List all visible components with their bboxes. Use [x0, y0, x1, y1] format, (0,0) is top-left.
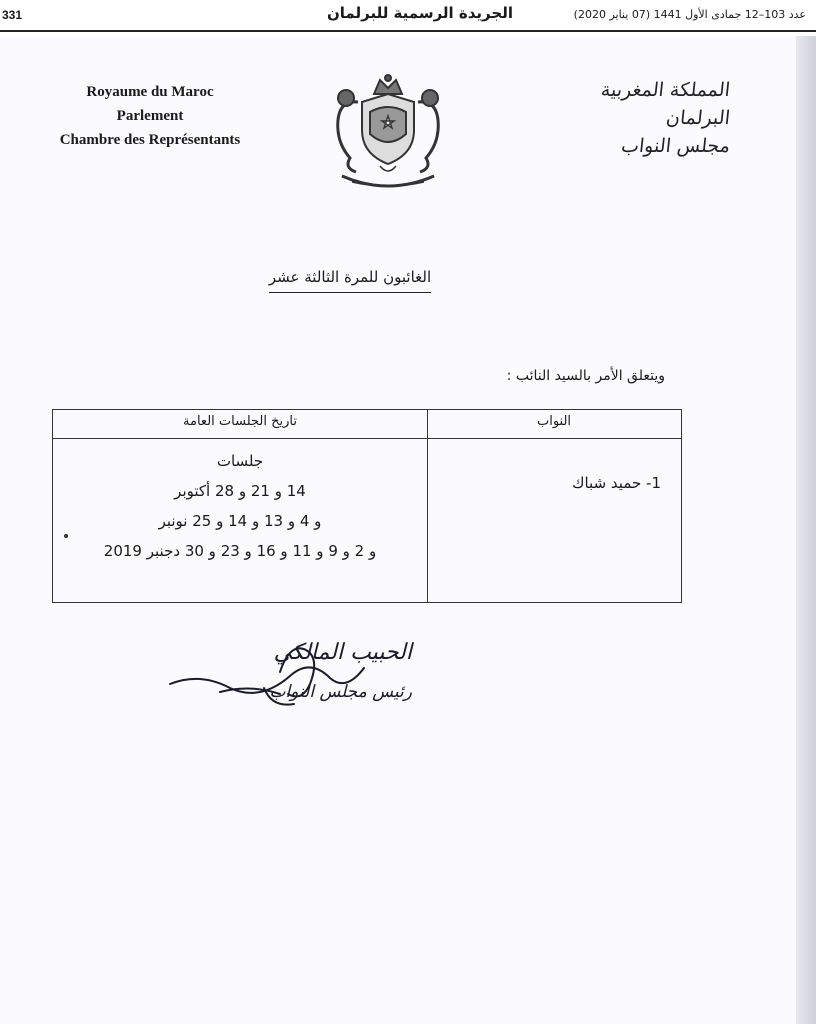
- session-dates: [53, 446, 427, 566]
- letterhead-arabic: [560, 76, 730, 160]
- page-number: 331: [2, 8, 23, 22]
- gazette-title: الجريدة الرسمية للبرلمان: [327, 4, 513, 22]
- letterhead-parliament-ar: البرلمان: [665, 107, 732, 129]
- letterhead-kingdom-ar: المملكة المغربية: [599, 79, 732, 101]
- sessions-label: جلسات: [216, 452, 264, 470]
- moroccan-coat-of-arms-icon: [322, 72, 454, 190]
- header-sessions: تاريخ الجلسات العامة: [183, 414, 297, 429]
- gazette-header: [0, 0, 816, 32]
- header-deputies: النواب: [536, 414, 572, 429]
- letterhead-chamber-ar: مجلس النواب: [620, 135, 732, 157]
- letterhead-chamber: Chambre des Représentants: [59, 132, 241, 148]
- sessions-november: و 4 و 13 و 14 و 25 نونبر: [158, 512, 322, 530]
- ink-speck: [64, 534, 68, 538]
- intro-text: ويتعلق الأمر بالسيد النائب :: [506, 368, 665, 384]
- document-title-text: الغائبون للمرة الثالثة عشر: [269, 268, 431, 293]
- absence-table: [52, 409, 682, 603]
- header-divider: [53, 438, 681, 439]
- letterhead-french: [30, 80, 270, 152]
- sessions-october: 14 و 21 و 28 أكتوبر: [174, 482, 306, 500]
- signatory-name: الحبيب المالكي: [273, 640, 412, 665]
- deputy-name: 1- حميد شباك: [572, 474, 661, 492]
- scan-edge: [796, 36, 816, 1024]
- sessions-december: و 2 و 9 و 11 و 16 و 23 و 30 دجنبر 2019: [103, 542, 377, 560]
- issue-info: عدد 103–12 جمادى الأول 1441 (07 يناير 2020): [573, 8, 806, 21]
- document-title: [230, 268, 470, 286]
- signatory-title: رئيس مجلس النواب: [269, 682, 412, 702]
- letterhead-parliament: Parlement: [116, 108, 184, 124]
- letterhead-kingdom: Royaume du Maroc: [86, 84, 214, 100]
